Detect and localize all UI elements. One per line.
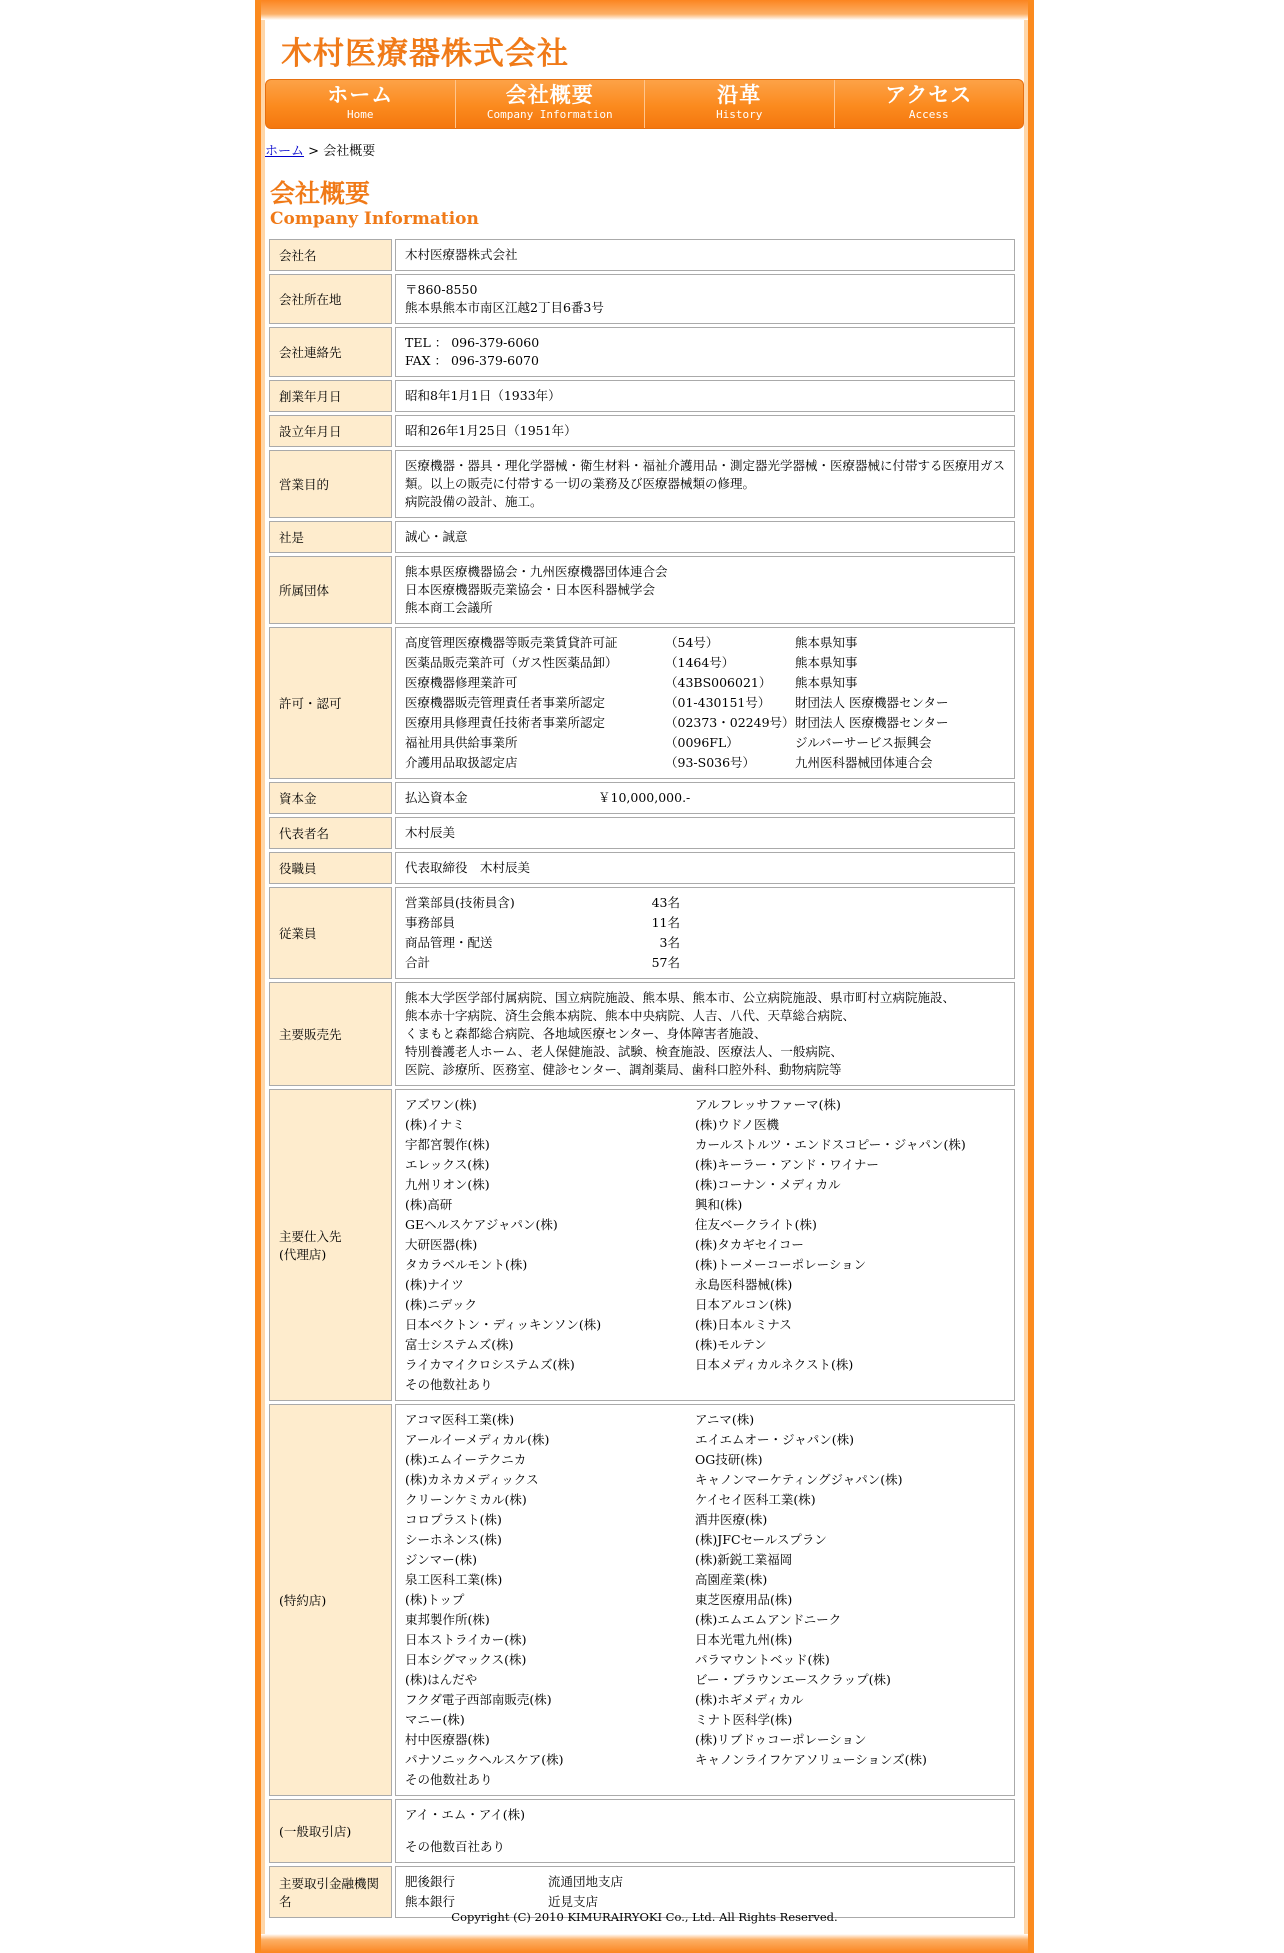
page-subtitle: Company Information xyxy=(270,209,479,229)
list-item: 熊本大学医学部付属病院、国立病院施設、熊本県、熊本市、公立病院施設、県市町村立病院施設、 xyxy=(405,990,956,1005)
list-cell: 介護用品取扱認定店 xyxy=(405,755,518,770)
row-label: 従業員 xyxy=(269,887,392,979)
list-item: 酒井医療(株) xyxy=(695,1512,768,1527)
list-cell: 熊本銀行 xyxy=(405,1894,456,1909)
top-decor-bar xyxy=(261,0,1028,20)
row-label: 創業年月日 xyxy=(269,380,392,412)
row-label: 代表者名 xyxy=(269,817,392,849)
row-label: 資本金 xyxy=(269,782,392,814)
table-row xyxy=(269,556,1015,624)
representative-value: 木村辰美 xyxy=(395,817,1015,849)
nav-home-sublabel: Home xyxy=(347,108,374,121)
list-cell: （1464号） xyxy=(665,655,735,670)
licenses-value xyxy=(395,627,1015,779)
list-cell: 近見支店 xyxy=(548,1894,599,1909)
list-item xyxy=(695,1771,985,1789)
list-cell: 医療機器修理業許可 xyxy=(405,675,518,690)
capital-amount: ￥10,000,000.- xyxy=(598,790,691,805)
list-item: 医院、診療所、医務室、健診センター、調剤薬局、歯科口腔外科、動物病院等 xyxy=(405,1062,842,1077)
row-label: 設立年月日 xyxy=(269,415,392,447)
nav-company-label: 会社概要 xyxy=(505,83,594,107)
bottom-decor-bar xyxy=(261,1934,1028,1953)
breadcrumb-current: 会社概要 xyxy=(323,144,376,159)
list-item: 熊本赤十字病院、済生会熊本病院、熊本中央病院、人吉、八代、天草総合病院、 xyxy=(405,1008,856,1023)
list-item: タカラベルモント(株) xyxy=(405,1257,528,1272)
list-item: 宇都宮製作(株) xyxy=(405,1137,490,1152)
page-frame xyxy=(255,0,1034,1953)
table-row xyxy=(269,887,1015,979)
row-label: 会社名 xyxy=(269,239,392,271)
list-item: 永島医科器械(株) xyxy=(695,1277,793,1292)
address-line: 熊本県熊本市南区江越2丁目6番3号 xyxy=(405,300,604,315)
row-label: 主要販売先 xyxy=(269,982,392,1086)
list-item: (株)キーラー・アンド・ワイナー xyxy=(695,1157,879,1172)
copyright: Copyright (C) 2010 KIMURAIRYOKI Co., Ltd. All Rights Reserved. xyxy=(451,1910,838,1924)
employee-list xyxy=(405,894,1005,972)
list-item: アコマ医科工業(株) xyxy=(405,1412,515,1427)
list-item: ビー・ブラウンエースクラップ(株) xyxy=(695,1672,891,1687)
row-label: 会社連絡先 xyxy=(269,327,392,377)
list-item: 日本光電九州(株) xyxy=(695,1632,793,1647)
row-label: 主要取引金融機関名 xyxy=(269,1866,392,1918)
orgs-value xyxy=(395,556,1015,624)
table-row xyxy=(269,782,1015,814)
suppliers-sublabel: (代理店) xyxy=(279,1247,327,1262)
nav-home-label: ホーム xyxy=(327,83,394,107)
list-item: パナソニックヘルスケア(株) xyxy=(405,1752,564,1767)
list-item: (株)エムイーテクニカ xyxy=(405,1452,527,1467)
nav-company-info[interactable] xyxy=(456,80,646,128)
customer-list xyxy=(405,989,1005,1079)
postal-code: 〒860-8550 xyxy=(405,282,478,297)
list-item: (株)高研 xyxy=(405,1197,453,1212)
table-row xyxy=(269,982,1015,1086)
list-cell: 熊本県知事 xyxy=(795,635,858,650)
list-item: アルフレッサファーマ(株) xyxy=(695,1097,841,1112)
list-item: くまもと森都総合病院、各地域医療センター、身体障害者施設、 xyxy=(405,1026,767,1041)
row-label: (一般取引店) xyxy=(269,1799,392,1863)
list-item: (株)モルテン xyxy=(695,1337,767,1352)
list-cell: 流通団地支店 xyxy=(548,1874,624,1889)
list-cell: （93-S036号） xyxy=(665,755,756,770)
list-item: コロプラスト(株) xyxy=(405,1512,502,1527)
table-row xyxy=(269,450,1015,518)
list-cell: 3名 xyxy=(659,935,680,950)
list-cell: 商品管理・配送 xyxy=(405,935,493,950)
list-item: (株)コーナン・メディカル xyxy=(695,1177,841,1192)
capital-item: 払込資本金 xyxy=(405,790,468,805)
established-value: 昭和26年1月25日（1951年） xyxy=(395,415,1015,447)
list-cell: 福祉用具供給事業所 xyxy=(405,735,518,750)
breadcrumb-separator: > xyxy=(304,144,324,159)
employees-value xyxy=(395,887,1015,979)
customers-value xyxy=(395,982,1015,1086)
table-row xyxy=(269,1799,1015,1863)
bank-list xyxy=(405,1873,1005,1911)
list-item: (株)JFCセールスプラン xyxy=(695,1532,827,1547)
list-item: キャノンライフケアソリューションズ(株) xyxy=(695,1752,927,1767)
nav-company-sublabel: Company Information xyxy=(486,108,613,121)
row-label xyxy=(269,1089,392,1401)
list-item: (株)タカギセイコー xyxy=(695,1237,804,1252)
list-item: アニマ(株) xyxy=(695,1412,755,1427)
org-line: 日本医療機器販売業協会・日本医科器械学会 xyxy=(405,582,656,597)
list-item: (株)はんだや xyxy=(405,1672,478,1687)
list-item: その他数社あり xyxy=(405,1377,493,1392)
list-item: 日本アルコン(株) xyxy=(695,1297,792,1312)
list-item: OG技研(株) xyxy=(695,1452,763,1467)
row-label: 許可・認可 xyxy=(269,627,392,779)
purpose-value xyxy=(395,450,1015,518)
list-item: アズワン(株) xyxy=(405,1097,477,1112)
list-cell: （02373・02249号） xyxy=(665,715,795,730)
list-item: シーホネンス(株) xyxy=(405,1532,502,1547)
list-item: 日本シグマックス(株) xyxy=(405,1652,527,1667)
list-item: (株)カネカメディックス xyxy=(405,1472,539,1487)
list-cell: （54号） xyxy=(665,635,719,650)
org-line: 熊本県医療機器協会・九州医療機器団体連合会 xyxy=(405,564,668,579)
list-item: マニー(株) xyxy=(405,1712,465,1727)
general-line: アイ・エム・アイ(株) xyxy=(405,1807,526,1822)
list-item: (株)ナイツ xyxy=(405,1277,464,1292)
org-line: 熊本商工会議所 xyxy=(405,600,493,615)
license-list xyxy=(405,634,1005,772)
table-row xyxy=(269,274,1015,324)
list-item: (株)新鋭工業福岡 xyxy=(695,1552,793,1567)
list-cell: 事務部員 xyxy=(405,915,456,930)
nav-home[interactable] xyxy=(266,80,456,128)
list-cell: 熊本県知事 xyxy=(795,655,858,670)
list-item: フクダ電子西部南販売(株) xyxy=(405,1692,552,1707)
table-row xyxy=(269,380,1015,412)
list-item: その他数社あり xyxy=(405,1772,493,1787)
list-item: (株)トップ xyxy=(405,1592,465,1607)
dealers-value xyxy=(395,1404,1015,1796)
list-cell: 肥後銀行 xyxy=(405,1874,456,1889)
nav-history-sublabel: History xyxy=(716,108,763,121)
list-item: (株)ニデック xyxy=(405,1297,478,1312)
list-cell: 医療用具修理責任技術者事業所認定 xyxy=(405,715,606,730)
purpose-line: 病院設備の設計、施工。 xyxy=(405,494,543,509)
table-row xyxy=(269,627,1015,779)
list-item: (株)ホギメディカル xyxy=(695,1692,804,1707)
list-item: 高園産業(株) xyxy=(695,1572,768,1587)
supplier-list xyxy=(405,1096,1005,1394)
row-label: 役職員 xyxy=(269,852,392,884)
table-row xyxy=(269,1089,1015,1401)
list-item: (株)エムエムアンドニーク xyxy=(695,1612,842,1627)
list-cell: （01-430151号） xyxy=(665,695,771,710)
list-cell: 医薬品販売業許可（ガス性医薬品卸） xyxy=(405,655,618,670)
list-item: (株)トーメーコーポレーション xyxy=(695,1257,867,1272)
nav-access[interactable] xyxy=(835,80,1024,128)
list-item: 日本ベクトン・ディッキンソン(株) xyxy=(405,1317,602,1332)
table-row xyxy=(269,817,1015,849)
list-cell: 11名 xyxy=(651,915,680,930)
nav-history[interactable] xyxy=(645,80,835,128)
row-label: 所属団体 xyxy=(269,556,392,624)
row-label: 社是 xyxy=(269,521,392,553)
list-cell: 熊本県知事 xyxy=(795,675,858,690)
row-label: (特約店) xyxy=(269,1404,392,1796)
list-cell: 九州医科器械団体連合会 xyxy=(795,755,933,770)
breadcrumb xyxy=(265,140,375,159)
list-cell: 合計 xyxy=(405,955,431,970)
list-item: ジンマー(株) xyxy=(405,1552,477,1567)
list-item: GEヘルスケアジャパン(株) xyxy=(405,1217,558,1232)
list-cell: （43BS006021） xyxy=(665,675,772,690)
list-item: エイエムオー・ジャパン(株) xyxy=(695,1432,855,1447)
capital-value xyxy=(395,782,1015,814)
list-item: エレックス(株) xyxy=(405,1157,490,1172)
list-item: 興和(株) xyxy=(695,1197,743,1212)
company-name-value: 木村医療器株式会社 xyxy=(395,239,1015,271)
list-item: 九州リオン(株) xyxy=(405,1177,490,1192)
list-item: (株)イナミ xyxy=(405,1117,465,1132)
list-item: (株)ウドノ医機 xyxy=(695,1117,780,1132)
list-cell: 43名 xyxy=(651,895,680,910)
general-line: その他数百社あり xyxy=(405,1839,506,1854)
list-item: 日本ストライカー(株) xyxy=(405,1632,527,1647)
table-row xyxy=(269,415,1015,447)
list-item: ケイセイ医科工業(株) xyxy=(695,1492,816,1507)
company-info-table xyxy=(266,236,1018,1921)
tel: TEL ： 096-379-6060 xyxy=(405,335,540,350)
officers-value: 代表取締役 木村辰美 xyxy=(395,852,1015,884)
purpose-line: 医療機器・器具・理化学器械・衛生材料・福祉介護用品・測定器光学器械・医療器械に付帯する医療用ガス類。以上の販売に付帯する一切の業務及び医療器械類の修理。 xyxy=(405,458,1006,491)
list-cell: 57名 xyxy=(651,955,680,970)
list-item: アールイーメディカル(株) xyxy=(405,1432,550,1447)
list-item: (株)リブドゥコーポレーション xyxy=(695,1732,867,1747)
general-value xyxy=(395,1799,1015,1863)
row-label: 会社所在地 xyxy=(269,274,392,324)
table-row xyxy=(269,327,1015,377)
dealer-list xyxy=(405,1411,1005,1789)
list-item: 日本メディカルネクスト(株) xyxy=(695,1357,854,1372)
table-row xyxy=(269,521,1015,553)
list-item: 泉工医科工業(株) xyxy=(405,1572,503,1587)
list-item: 富士システムズ(株) xyxy=(405,1337,514,1352)
list-item: パラマウントベッド(株) xyxy=(695,1652,830,1667)
suppliers-value xyxy=(395,1089,1015,1401)
main-nav xyxy=(265,79,1024,129)
list-cell: 営業部員(技術員含) xyxy=(405,895,515,910)
list-cell: （0096FL） xyxy=(665,735,739,750)
list-item: 大研医器(株) xyxy=(405,1237,478,1252)
list-item: (株)日本ルミナス xyxy=(695,1317,792,1332)
list-cell: 医療機器販売管理責任者事業所認定 xyxy=(405,695,606,710)
list-cell: 財団法人 医療機器センター xyxy=(795,695,949,710)
company-logo[interactable]: 木村医療器株式会社 xyxy=(281,36,569,72)
founded-value: 昭和8年1月1日（1933年） xyxy=(395,380,1015,412)
suppliers-label: 主要仕入先 xyxy=(279,1229,342,1244)
list-cell: 財団法人 医療機器センター xyxy=(795,715,949,730)
list-item: キャノンマーケティングジャパン(株) xyxy=(695,1472,903,1487)
list-item: 東芝医療用品(株) xyxy=(695,1592,793,1607)
address-value xyxy=(395,274,1015,324)
list-item: 住友ベークライト(株) xyxy=(695,1217,817,1232)
list-cell: 高度管理医療機器等販売業賃貸許可証 xyxy=(405,635,618,650)
list-item: クリーンケミカル(株) xyxy=(405,1492,527,1507)
table-row xyxy=(269,852,1015,884)
list-item: ライカマイクロシステムズ(株) xyxy=(405,1357,575,1372)
list-item xyxy=(695,1376,985,1394)
list-item: 東邦製作所(株) xyxy=(405,1612,490,1627)
table-row xyxy=(269,1404,1015,1796)
table-row xyxy=(269,239,1015,271)
list-item: カールストルツ・エンドスコピー・ジャパン(株) xyxy=(695,1137,966,1152)
nav-access-label: アクセス xyxy=(885,83,973,107)
nav-access-sublabel: Access xyxy=(908,108,949,121)
motto-value: 誠心・誠意 xyxy=(395,521,1015,553)
contact-value xyxy=(395,327,1015,377)
list-item: 特別養護老人ホーム、老人保健施設、試験、検査施設、医療法人、一般病院、 xyxy=(405,1044,843,1059)
list-cell: ジルバーサービス振興会 xyxy=(795,735,932,750)
nav-history-label: 沿革 xyxy=(717,83,762,107)
fax: FAX ： 096-379-6070 xyxy=(405,353,539,368)
list-item: ミナト医科学(株) xyxy=(695,1712,793,1727)
row-label: 営業目的 xyxy=(269,450,392,518)
breadcrumb-home-link[interactable]: ホーム xyxy=(265,144,305,159)
list-item: 村中医療器(株) xyxy=(405,1732,490,1747)
page-title: 会社概要 xyxy=(270,179,371,208)
